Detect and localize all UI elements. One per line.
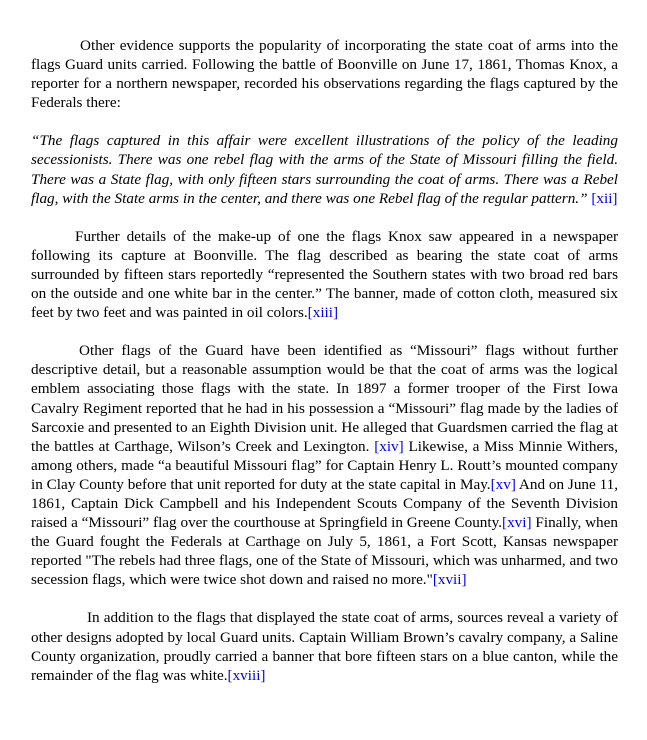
paragraph-other-designs [31, 608, 618, 684]
footnote-link-xii[interactable]: [xii] [591, 189, 618, 207]
paragraph-missouri-flags [31, 341, 618, 589]
paragraph-text: Further details of the make-up of one the flags Knox saw appeared in a newspaper following its capture at Boonville. The flag described as bearing the state coat of arms surrounded by fifteen stars reportedly “represented the Southern states with two broad red bars on the outside and one white bar in the center.” The banner, made of cotton cloth, measured six feet by two feet and was painted in oil colors. [31, 227, 618, 322]
paragraph-text: Likewise, a Miss Minnie Withers, among others, made “a beautiful Missouri flag” for Captain Henry L. Routt’s mounted company in Clay County before that unit reported for duty at the state capital in May. [31, 437, 618, 493]
paragraph-text: Other flags of the Guard have been identified as “Missouri” flags without further descriptive detail, but a reasonable assumption would be that the coat of arms was the logical emblem associating those flags with the state. In 1897 a former trooper of the First Iowa Cavalry Regiment reported that he had in his possession a “Missouri” flag made by the ladies of Sarcoxie and presented to an Eighth Division unit. He alleged that Guardsmen carried the flag at the battles at Carthage, Wilson’s Creek and Lexington. [31, 342, 618, 455]
paragraph-intro [31, 36, 618, 112]
footnote-link-xvi[interactable]: [xvi] [502, 514, 532, 532]
document-body [31, 36, 618, 685]
footnote-link-xvii[interactable]: [xvii] [432, 571, 467, 589]
paragraph-text: Finally, when the Guard fought the Federals at Carthage on July 5, 1861, a Fort Scott, Kansas newspaper reported "The rebels had three flags, one of the State of Missouri, which was unharmed, and two secession flags, which were twice shot down and raised no more." [31, 514, 618, 589]
footnote-link-xiv[interactable]: [xiv] [374, 437, 404, 455]
knox-quote [31, 131, 618, 207]
footnote-link-xiii[interactable]: [xiii] [307, 304, 339, 322]
paragraph-flag-details [31, 227, 618, 322]
paragraph-text: And on June 11, 1861, Captain Dick Campbell and his Independent Scouts Company of the Seventh Division raised a “Missouri” flag over the courthouse at Springfield in Greene County. [31, 475, 619, 532]
paragraph-text: Other evidence supports the popularity of incorporating the state coat of arms into the flags Guard units carried. Following the battle of Boonville on June 17, 1861, Thomas Knox, a reporter for a northern newspaper, recorded his observations regarding the flags captured by the Federals there: [31, 37, 618, 112]
footnote-link-xviii[interactable]: [xviii] [227, 666, 266, 684]
paragraph-text: In addition to the flags that displayed the state coat of arms, sources reveal a variety of other designs adopted by local Guard units. Captain William Brown’s cavalry company, a Saline County organization, proudly carried a banner that bore fifteen stars on a blue canton, while the remainder of the flag was white. [31, 609, 618, 684]
quote-text: “The flags captured in this affair were excellent illustrations of the policy of the leading secessionists. There was one rebel flag with the arms of the State of Missouri filling the field. There was a State flag, with only fifteen stars surrounding the coat of arms. There was a Rebel flag, with the State arms in the center, and there was one Rebel flag of the regular pattern.” [31, 132, 618, 207]
footnote-link-xv[interactable]: [xv] [490, 475, 516, 493]
